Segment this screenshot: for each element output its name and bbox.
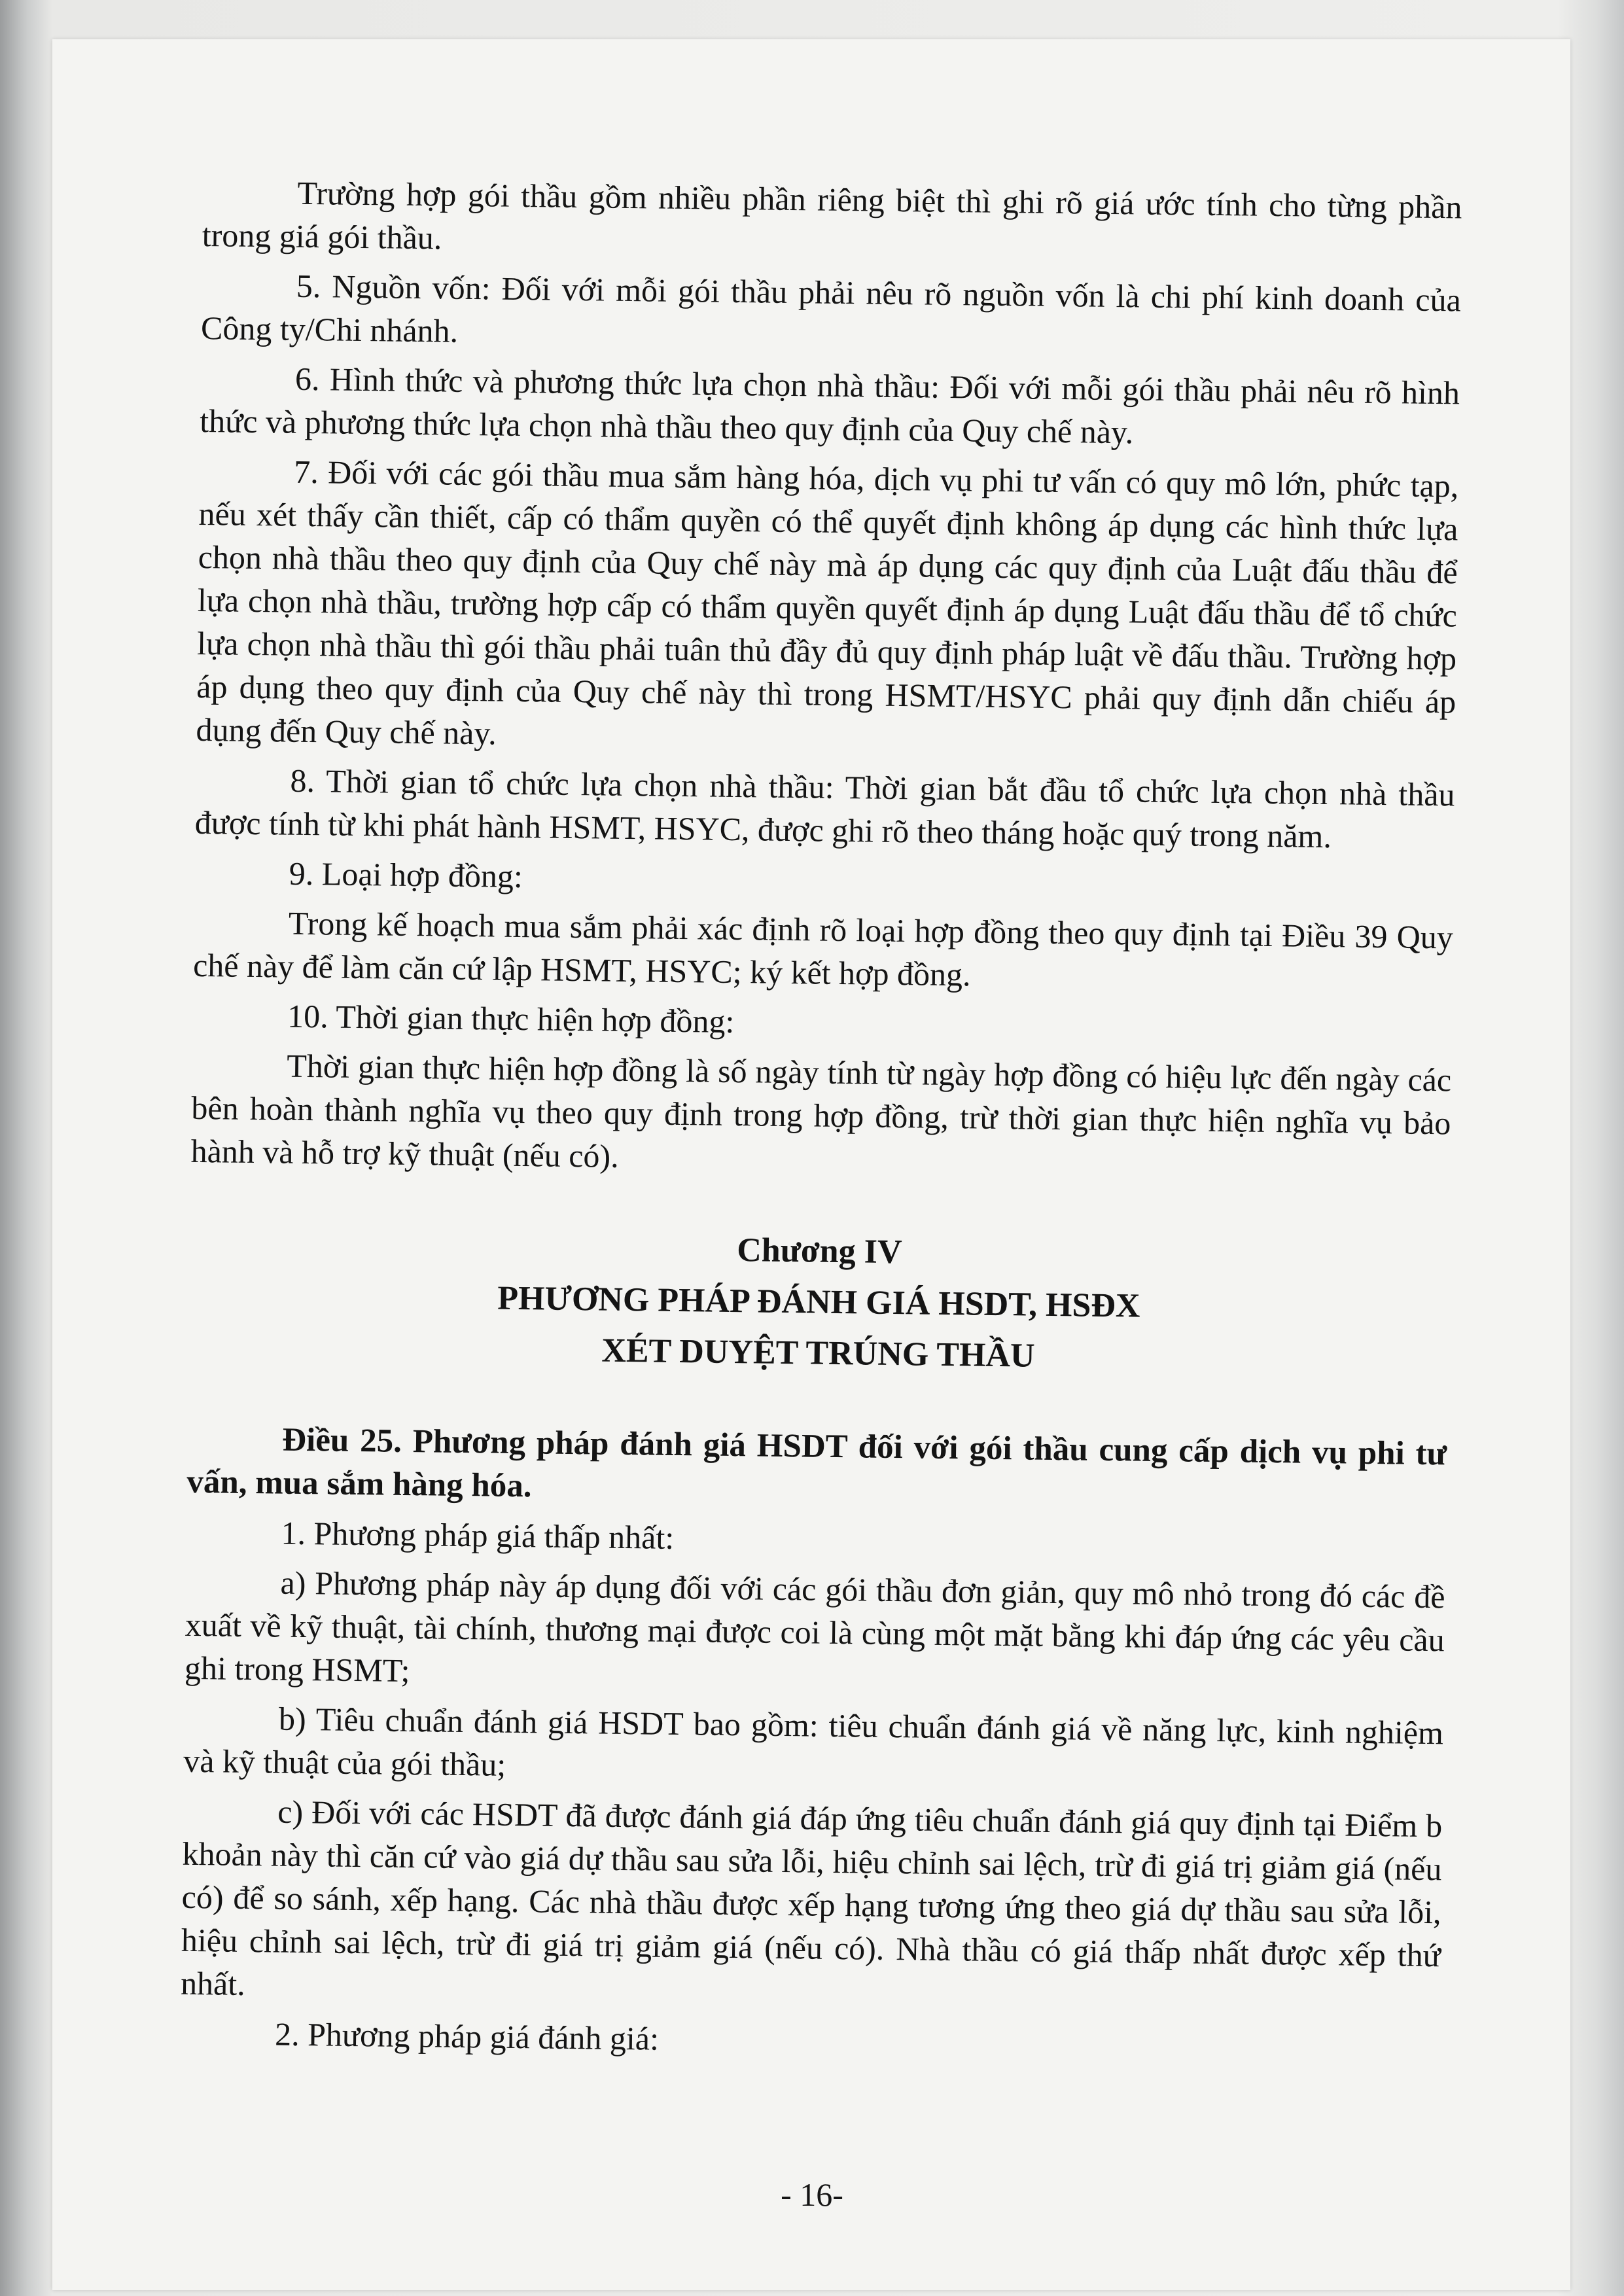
chapter-title-line-1: PHƯƠNG PHÁP ĐÁNH GIÁ HSDT, HSĐX xyxy=(497,1279,1140,1325)
paragraph-item-a: a) Phương pháp này áp dụng đối với các gói thầu đơn giản, quy mô nhỏ trong đó các đề xuất về kỹ thuật, tài chính, thương mại được coi là cùng một mặt bằng khi đáp ứng các yêu cầu ghi trong HSMT; xyxy=(184,1564,1445,1689)
paragraph-evaluated-price-method: 2. Phương pháp giá đánh giá: xyxy=(274,2015,660,2057)
paragraph-contract-type: Trong kế hoạch mua sắm phải xác định rõ loại hợp đồng theo quy định tại Điều 39 Quy chế này để làm căn cứ lập HSMT, HSYC; ký kết hợp đồng. xyxy=(192,904,1454,993)
paragraph-selection-method: 6. Hình thức và phương thức lựa chọn nhà thầu: Đối với mỗi gói thầu phải nêu rõ hình thức và phương thức lựa chọn nhà thầu theo quy định của Quy chế này. xyxy=(199,360,1460,451)
page-number: - 16- xyxy=(781,2176,843,2213)
chapter-number: Chương IV xyxy=(736,1231,902,1271)
document-body xyxy=(180,170,1462,2076)
paragraph-price-parts: Trường hợp gói thầu gồm nhiều phần riêng biệt thì ghi rõ giá ước tính cho từng phần trong giá gói thầu. xyxy=(202,174,1462,256)
chapter-title-line-2: XÉT DUYỆT TRÚNG THẦU xyxy=(601,1332,1035,1375)
paragraph-contract-duration: Thời gian thực hiện hợp đồng là số ngày tính từ ngày hợp đồng có hiệu lực đến ngày các bên hoàn thành nghĩa vụ theo quy định trong hợp đồng, trừ thời gian thực hiện nghĩa vụ bảo hành và hỗ trợ kỹ thuật (nếu có). xyxy=(190,1047,1452,1174)
paragraph-selection-time: 8. Thời gian tổ chức lựa chọn nhà thầu: Thời gian bắt đầu tổ chức lựa chọn nhà thầu được tính từ khi phát hành HSMT, HSYC, được ghi rõ theo tháng hoặc quý trong năm. xyxy=(194,762,1455,855)
paragraph-contract-duration-heading: 10. Thời gian thực hiện hợp đồng: xyxy=(287,997,735,1040)
paragraph-large-packages: 7. Đối với các gói thầu mua sắm hàng hóa, dịch vụ phi tư vấn có quy mô lớn, phức tạp, nếu xét thấy cần thiết, cấp có thẩm quyền có thể quyết định không áp dụng các hình thức lựa chọn nhà thầu theo quy định của Quy chế này mà áp dụng các quy định của Luật đấu thầu để lựa chọn nhà thầu, trường hợp cấp có thẩm quyền quyết định áp dụng Luật đấu thầu để tổ chức lựa chọn nhà thầu thì gói thầu phải tuân thủ đầy đủ quy định pháp luật về đấu thầu. Trường hợp áp dụng theo quy định của Quy chế này thì trong HSMT/HSYC phải quy định dẫn chiếu áp dụng đến Quy chế này. xyxy=(196,453,1459,752)
paragraph-lowest-price-method: 1. Phương pháp giá thấp nhất: xyxy=(281,1514,675,1556)
paragraph-contract-type-heading: 9. Loại hợp đồng: xyxy=(289,855,523,895)
paragraph-item-b: b) Tiêu chuẩn đánh giá HSDT bao gồm: tiêu chuẩn đánh giá về năng lực, kinh nghiệm và kỹ thuật của gói thầu; xyxy=(183,1700,1444,1783)
paragraph-funding-source: 5. Nguồn vốn: Đối với mỗi gói thầu phải nêu rõ nguồn vốn là chi phí kinh doanh của Công ty/Chi nhánh. xyxy=(200,267,1462,349)
article-25-title: Điều 25. Phương pháp đánh giá HSDT đối với gói thầu cung cấp dịch vụ phi tư vấn, mua sắm hàng hóa. xyxy=(186,1421,1447,1505)
paragraph-item-c: c) Đối với các HSDT đã được đánh giá đáp ứng tiêu chuẩn đánh giá quy định tại Điểm b khoản này thì căn cứ vào giá dự thầu sau sửa lỗi, hiệu chỉnh sai lệch, trừ đi giá trị giảm giá (nếu có) để so sánh, xếp hạng. Các nhà thầu được xếp hạng tương ứng theo giá dự thầu sau sửa lỗi, hiệu chỉnh sai lệch, trừ đi giá trị giảm giá (nếu có). Nhà thầu có giá thấp nhất được xếp thứ nhất. xyxy=(180,1793,1443,2002)
